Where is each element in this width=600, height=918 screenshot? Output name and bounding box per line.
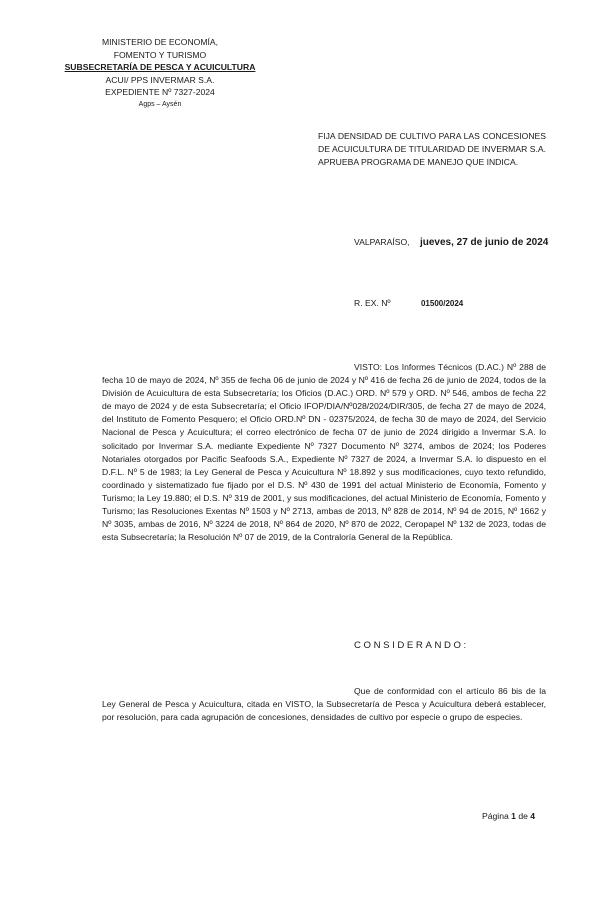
letterhead-ministry: MINISTERIO DE ECONOMÍA,: [101, 37, 219, 47]
page-prefix: Página: [482, 811, 509, 821]
resolution-date: jueves, 27 de junio de 2024: [419, 237, 549, 248]
page-number: [482, 811, 535, 821]
resolution-number-line: [354, 298, 463, 308]
letterhead-ministry-2: FOMENTO Y TURISMO: [113, 49, 207, 60]
letterhead-subsecretaria: SUBSECRETARÍA DE PESCA Y ACUICULTURA: [64, 62, 256, 72]
letterhead: [60, 36, 260, 111]
letterhead-region: Agps – Aysén: [138, 100, 182, 108]
rex-label: R. EX. Nº: [354, 298, 391, 308]
page-of: de: [518, 811, 528, 821]
letterhead-expediente: EXPEDIENTE Nº 7327-2024: [105, 87, 215, 97]
considerando-paragraph: Que de conformidad con el artículo 86 bis de la Ley General de Pesca y Acuicultura, citada en VISTO, la Subsecretaría de Pesca y Acuicultura deberá establecer, por resolución, para cada agrupación de concesiones, densidades de cultivo por especie o grupo de especies.: [102, 686, 546, 723]
letterhead-reference: ACUI/ PPS INVERMAR S.A.: [105, 74, 215, 85]
considerando-heading: CONSIDERANDO:: [354, 640, 469, 651]
place-label: VALPARAÍSO,: [354, 237, 410, 247]
place-date: [354, 237, 548, 248]
page-total: 4: [530, 811, 536, 821]
page-current: 1: [511, 811, 516, 821]
rex-number: 01500/2024: [420, 299, 464, 308]
visto-paragraph: VISTO: Los Informes Técnicos (D.AC.) Nº 288 de fecha 10 de mayo de 2024, Nº 355 de fecha 06 de junio de 2024 y Nº 416 de fecha 26 de junio de 2024, todos de la División de Acuicultura de esta Subsecretaría; los Oficios (D.AC.) ORD. Nº 579 y ORD. Nº 546, ambos de fecha 22 de mayo de 2024 y de esta Subsecretaría; el Oficio IFOP/DIA/Nº028/2024/DIR/305, de fecha 27 de mayo de 2024, del Instituto de Fomento Pesquero; el Oficio ORD.Nº DN - 02375/2024, de fecha 30 de mayo de 2024, del Servicio Nacional de Pesca y Acuicultura; el correo electrónico de fecha 07 de junio de 2024 dirigido a Invermar S.A. lo solicitado por Invermar S.A. mediante Expediente Nº 7327 Documento Nº 3274, ambos de 2024; los Poderes Notariales otorgados por Pacific Seafoods S.A., Expediente Nº 7327 de 2024, a Invermar S.A. lo dispuesto en el D.F.L. Nº 5 de 1983; la Ley General de Pesca y Acuicultura Nº 18.892 y sus modificaciones, cuyo texto refundido, coordinado y sistematizado fue fijado por el D.S. Nº 430 de 1991 del actual Ministerio de Economía, Fomento y Turismo; la Ley 19.880; el D.S. Nº 319 de 2001, y sus modificaciones, del actual Ministerio de Economía, Fomento y Turismo; las Resoluciones Exentas Nº 1503 y Nº 2713, ambas de 2013, Nº 828 de 2014, Nº 94 de 2015, Nº 1662 y Nº 3035, ambas de 2016, Nº 3224 de 2018, Nº 864 de 2020, Nº 870 de 2022, Ceropapel Nº 132 de 2023, todas de esta Subsecretaría; la Resolución Nº 07 de 2019, de la Contraloría General de la República.: [102, 362, 546, 543]
resolution-title: FIJA DENSIDAD DE CULTIVO PARA LAS CONCESIONES DE ACUICULTURA DE TITULARIDAD DE INVERMAR S.A. APRUEBA PROGRAMA DE MANEJO QUE INDICA.: [318, 131, 546, 167]
